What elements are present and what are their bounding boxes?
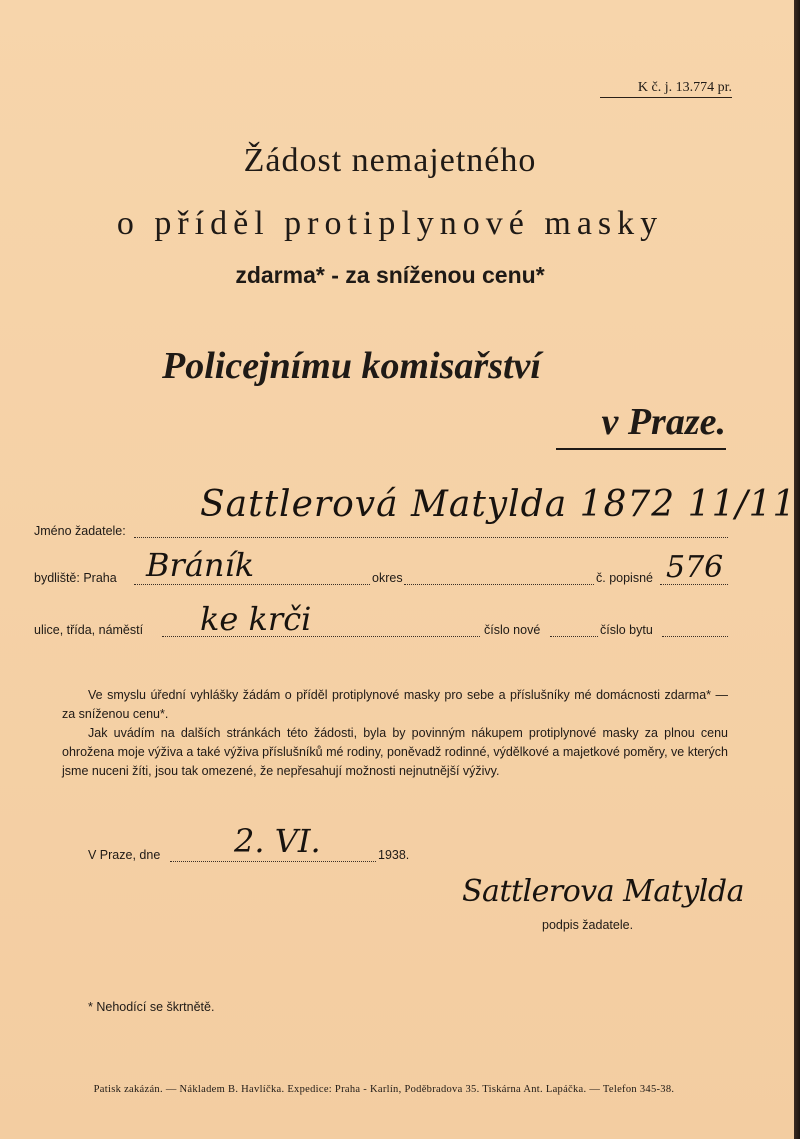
flat-number-label: číslo bytu	[600, 623, 653, 637]
form-title-line-2: o příděl protiplynové masky	[116, 205, 664, 242]
new-number-label: číslo nové	[484, 623, 541, 637]
form-title-line-1: Žádost nemajetného	[243, 142, 537, 179]
declaration-text-2: Jak uvádím na dalších stránkách této žádosti, byla by povinným nákupem protiplynové masky za plnou cenu ohrožena moje výživa a také výživa příslušníků mé rodiny, poněvadž rodinné, výdělkové a majetkové poměry, ve kterých jsme nuceni žíti, jsou tak omezené, že nepřesahují možnosti nejnutnější výživy.	[62, 726, 728, 778]
residence-dotted-line	[134, 584, 370, 585]
street-field[interactable]: ke krči	[200, 600, 312, 638]
printer-footer: Patisk zakázán. — Nákladem B. Havlíčka. Expedice: Praha - Karlín, Poděbradova 35. Tiskárna Ant. Lapáčka. — Telefon 345-38.	[93, 1084, 675, 1095]
declaration-paragraph-1	[62, 686, 728, 724]
name-dotted-line	[134, 537, 728, 538]
house-number-label: č. popisné	[596, 571, 653, 585]
addressee-line-2: v Praze.	[556, 400, 726, 450]
footnote: * Nehodící se škrtnětě.	[88, 1000, 215, 1014]
signature-field[interactable]: Sattlerova Matylda	[462, 874, 744, 909]
date-prefix: V Praze, dne	[88, 848, 161, 862]
date-field[interactable]: 2. VI.	[234, 822, 321, 860]
declaration-paragraph-2	[62, 724, 728, 781]
declaration-text-1: Ve smyslu úřední vyhlášky žádám o příděl protiplynové masky pro sebe a příslušníky mé domácnosti zdarma* — za sníženou cenu*.	[62, 688, 728, 721]
page-edge-shadow	[794, 0, 800, 1139]
name-label: Jméno žadatele:	[34, 524, 126, 538]
street-label: ulice, třída, náměstí	[34, 623, 144, 637]
house-number-field[interactable]: 576	[666, 550, 724, 585]
date-dotted-line	[170, 861, 376, 862]
signature-label: podpis žadatele.	[542, 918, 634, 932]
addressee-line-1: Policejnímu komisařství	[162, 345, 541, 387]
residence-label: bydliště: Praha	[34, 571, 117, 585]
flat-number-dotted-line	[662, 636, 728, 637]
residence-field[interactable]: Bráník	[146, 546, 255, 584]
reference-number: K č. j. 13.774 pr.	[600, 80, 732, 98]
new-number-dotted-line	[550, 636, 598, 637]
district-dotted-line	[404, 584, 594, 585]
date-year: 1938.	[378, 848, 410, 862]
form-title-line-3: zdarma* - za sníženou cenu*	[235, 262, 545, 288]
district-label: okres	[372, 571, 403, 585]
name-field[interactable]: Sattlerová Matylda 1872 11/11	[200, 484, 797, 525]
